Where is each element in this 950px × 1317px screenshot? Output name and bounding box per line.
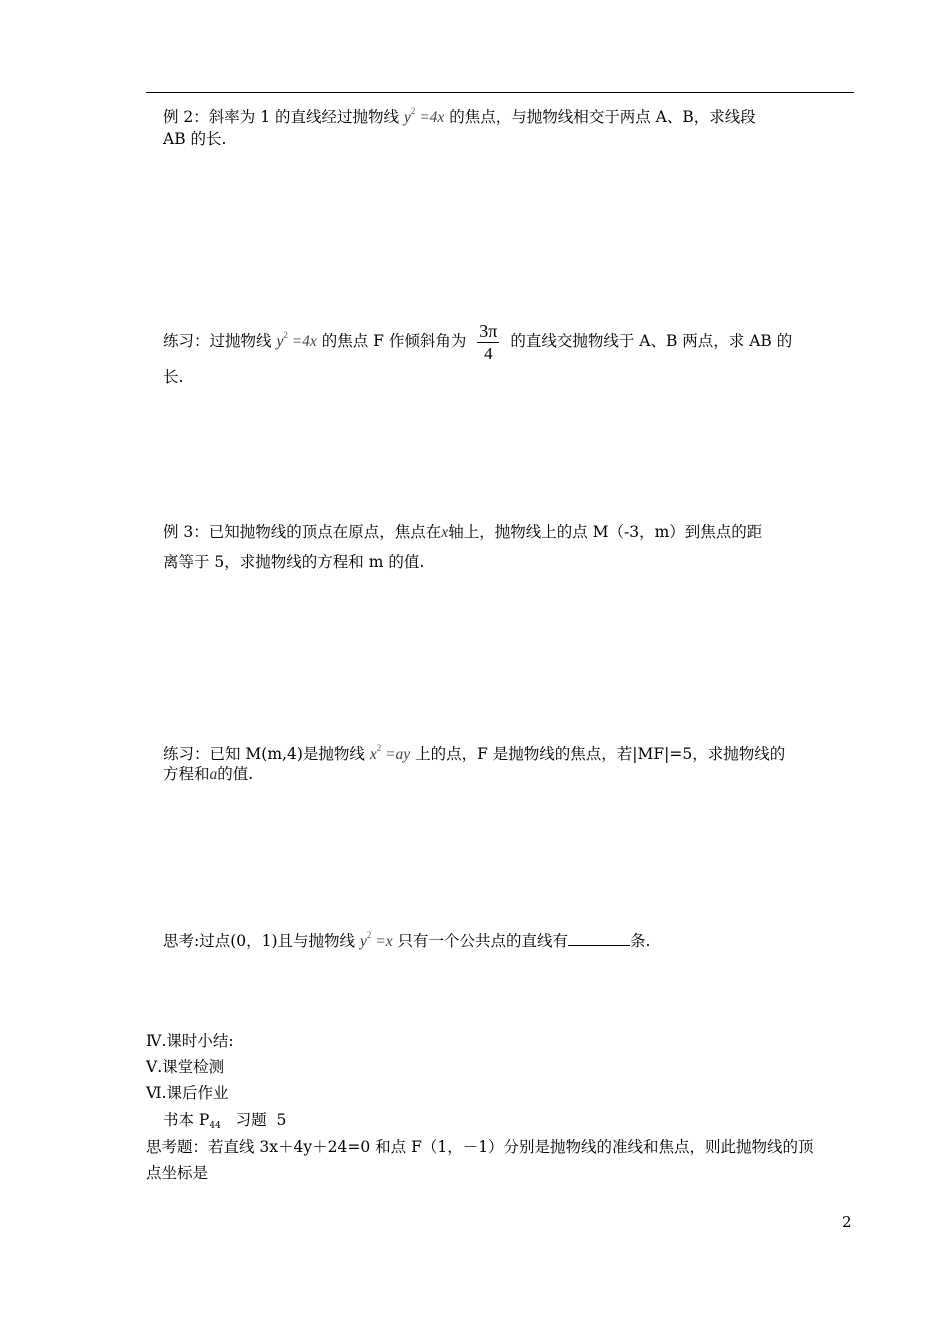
thinking-problem-line-1: 思考题：若直线 3x＋4y＋24=0 和点 F（1，－1）分别是抛物线的准线和焦点，则此抛物线的顶 <box>146 1138 814 1156</box>
practice-2-variable: a <box>209 766 218 783</box>
example-3-variable: x <box>441 524 449 541</box>
section-summary: Ⅳ.课时小结: <box>146 1032 234 1050</box>
practice-1-text-mid: 的焦点 F 作倾斜角为 <box>321 332 467 350</box>
think-question <box>163 924 650 953</box>
thinking-problem-line-2: 点坐标是 <box>146 1164 209 1182</box>
example-3-text: 例 3：已知抛物线的顶点在原点，焦点在 <box>163 523 442 541</box>
practice-2-text: 练习：已知 M(m,4)是抛物线 <box>163 745 365 763</box>
think-text: 思考:过点(0，1)且与抛物线 <box>163 932 356 950</box>
practice-1-text: 练习：过抛物线 <box>163 332 272 350</box>
example-3-line-2: 离等于 5，求抛物线的方程和 m 的值. <box>163 553 425 571</box>
angle-fraction: $\frac{3\pi}{4}$ <box>479 320 498 363</box>
header-rule <box>146 92 854 93</box>
practice-2-line-2: 方程和a的值. <box>163 765 254 783</box>
practice-2-text-cont: 上的点，F 是抛物线的焦点，若|MF|=5，求抛物线的 <box>415 745 786 763</box>
think-text-end: 条. <box>630 932 651 950</box>
practice-2-line-1 <box>163 737 785 766</box>
practice-1-text-cont: 的直线交抛物线于 A、B 两点，求 AB 的 <box>510 332 793 350</box>
page-subscript: 44 <box>209 1121 221 1131</box>
answer-blank[interactable] <box>568 931 630 946</box>
example-2-line-2: AB 的长. <box>163 130 227 148</box>
think-equation: $y^2 =x$ <box>359 930 393 950</box>
example-3-text-cont: 轴上，抛物线上的点 M（-3，m）到焦点的距 <box>448 523 763 541</box>
practice-1-line-1 <box>163 313 792 365</box>
page-number: 2 <box>842 1213 852 1231</box>
example-2-equation: $y^2 =4x$ <box>403 106 445 126</box>
example-3-line-1 <box>163 521 762 544</box>
section-test: Ⅴ.课堂检测 <box>146 1058 225 1076</box>
example-2-text: 例 2：斜率为 1 的直线经过抛物线 <box>163 108 400 126</box>
section-homework: Ⅵ.课后作业 <box>146 1084 229 1102</box>
example-2-text-cont: 的焦点，与抛物线相交于两点 A、B，求线段 <box>449 108 756 126</box>
practice-1-equation: $y^2 =4x$ <box>276 330 317 350</box>
think-text-mid: 只有一个公共点的直线有 <box>397 932 569 950</box>
example-2-line-1 <box>163 100 756 129</box>
practice-2-equation: $x^2 =ay$ <box>369 743 411 763</box>
practice-1-line-2: 长. <box>163 368 184 386</box>
book-exercise: 书本 $P_{44}$ 习题 5 <box>163 1111 287 1131</box>
